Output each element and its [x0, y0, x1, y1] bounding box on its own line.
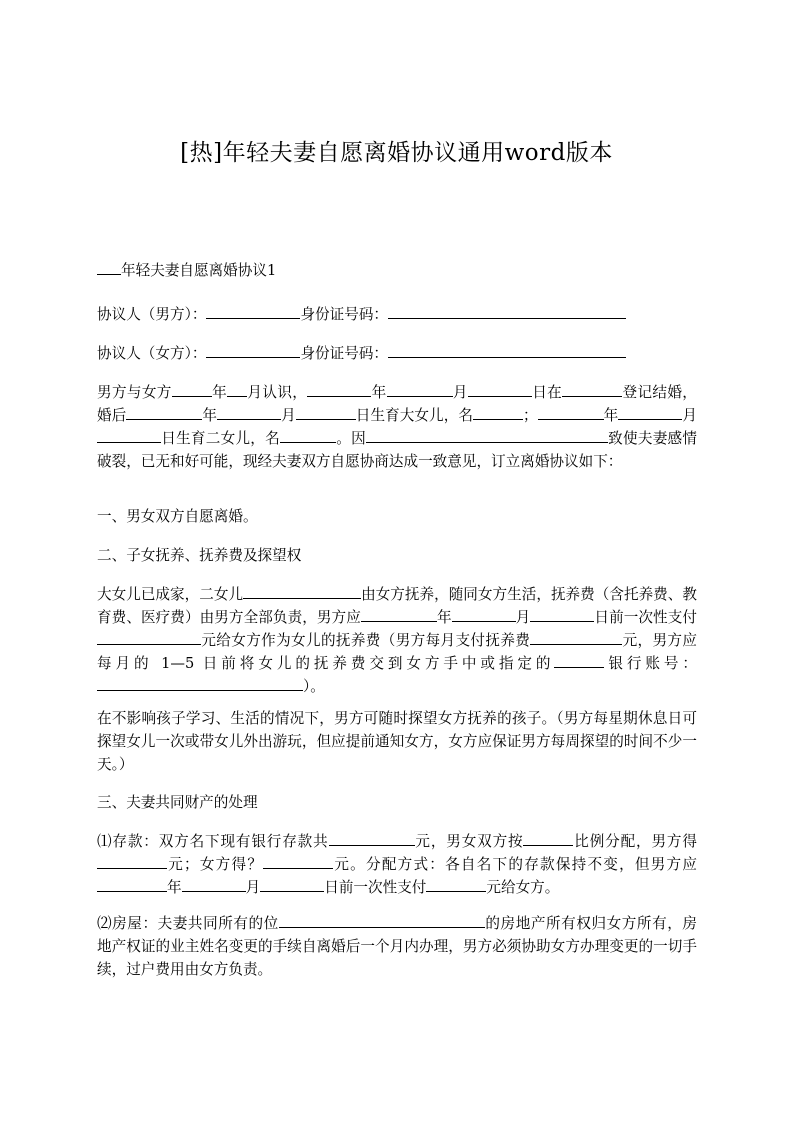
text: 银行账号：: [604, 655, 697, 672]
blank-field: [562, 395, 622, 397]
blank-field: [307, 395, 371, 397]
party-male-line: [97, 303, 697, 326]
document-title: [热]年轻夫妻自愿离婚协议通用word版本: [180, 140, 613, 166]
blank-field: [572, 441, 608, 443]
blank-field: [227, 395, 247, 397]
party-female-label: 协议人（女方）：: [97, 345, 207, 362]
visitation-paragraph: 在不影响孩子学习、生活的情况下，男方可随时探望女方抚养的孩子。（男方每星期休息日可探望女儿一次或带女儿外出游玩，但应提前通知女方，女方应保证男方每周探望的时间不少一天。）: [97, 710, 697, 773]
text: 结婚，婚后: [97, 384, 697, 424]
text: ⑴存款：双方名下现有银行存款共: [97, 833, 329, 850]
blank-field: [206, 356, 300, 358]
blank-field: [361, 620, 437, 622]
text: 日前一次性支付: [324, 879, 427, 896]
blank-field: [97, 867, 167, 869]
text: 的房地产所有权归女方所有，房地产权证的业主姓名变更的手续自离婚后一个月内办理，男方必须协助女方办理变更的一切手续，过户费用由女方负责。: [97, 915, 697, 978]
text: 年: [167, 879, 182, 896]
text: 大女儿已成家，二女儿: [97, 586, 244, 603]
text: 元；女方得？: [167, 856, 264, 873]
blank-field: [97, 441, 161, 443]
text: 。因: [335, 430, 366, 447]
child-support-paragraph: [97, 583, 697, 698]
text: 月: [515, 609, 531, 626]
text: 月: [245, 879, 261, 896]
blank-field: [97, 273, 121, 275]
text: 日在: [531, 384, 563, 401]
text: 年: [436, 609, 452, 626]
text: 元给女方作为女儿的抚养费（男方每月支付抚养费: [201, 632, 531, 649]
blank-field: [530, 620, 594, 622]
blank-field: [530, 643, 576, 645]
blank-field: [172, 395, 212, 397]
text: 元，男女双方按: [414, 833, 524, 850]
text: 月: [281, 407, 296, 424]
text: 月: [452, 384, 468, 401]
blank-field: [366, 441, 572, 443]
text: 登记: [622, 384, 653, 401]
agreement-heading: 年轻夫妻自愿离婚协议1: [121, 262, 277, 279]
blank-field: [523, 844, 573, 846]
text: 年: [211, 384, 228, 401]
section-2-heading: 二、子女抚养、抚养费及探望权: [97, 547, 302, 564]
id-number-label: 身份证号码：: [300, 306, 389, 323]
blank-field: [97, 643, 201, 645]
text: 男方与女方: [97, 384, 172, 401]
text: 元给女方。: [486, 879, 560, 896]
blank-field: [97, 890, 167, 892]
blank-field: [473, 418, 523, 420]
blank-field: [538, 418, 604, 420]
blank-field: [576, 643, 622, 645]
section-3-heading: 三、夫妻共同财产的处理: [97, 794, 258, 811]
blank-field: [182, 890, 246, 892]
blank-field: [554, 666, 604, 668]
blank-field: [280, 441, 336, 443]
text: 年: [603, 407, 619, 424]
blank-field: [260, 890, 324, 892]
id-number-label: 身份证号码：: [300, 345, 389, 362]
party-female-line: [97, 342, 697, 365]
blank-field: [243, 597, 361, 599]
text: 年: [371, 384, 387, 401]
blank-field: [217, 418, 281, 420]
text: 月: [682, 407, 697, 424]
text: 日前一次性支付: [594, 609, 697, 626]
blank-field: [388, 317, 626, 319]
blank-field: [387, 395, 453, 397]
blank-field: [426, 890, 486, 892]
blank-field: [329, 844, 415, 846]
blank-field: [296, 418, 356, 420]
blank-field: [97, 689, 303, 691]
agreement-heading-line: [97, 259, 697, 282]
blank-field: [279, 926, 485, 928]
text: 年: [202, 407, 218, 424]
blank-field: [263, 867, 333, 869]
house-paragraph: [97, 912, 697, 981]
blank-field: [618, 418, 682, 420]
section-1: 一、男女双方自愿离婚。: [97, 508, 258, 525]
blank-field: [388, 356, 626, 358]
text: ⑵房屋：夫妻共同所有的位: [97, 915, 279, 932]
blank-field: [452, 620, 516, 622]
party-male-label: 协议人（男方）：: [97, 306, 207, 323]
intro-paragraph: [97, 381, 697, 473]
text: 元，男方应每月的 1—5 日前将女儿的抚养费交到女方手中或指定的: [97, 632, 697, 672]
text: 元。分配方式：各自名下的存款保持不变，但男方应: [333, 856, 697, 873]
text: 比例分配，男方得: [573, 833, 697, 850]
text: 由女方抚养，随同女方生活，抚养费（含托养费、教育费、医疗费）由男方全部负责，男方应: [97, 586, 697, 626]
blank-field: [468, 395, 532, 397]
blank-field: [126, 418, 202, 420]
text: 致使夫妻感情破裂，已无和好可能，现经夫妻双方自愿协商达成一致意见，订立离婚协议如下：: [97, 430, 697, 470]
text: 日生育大女儿，名: [355, 407, 473, 424]
text: 日生育二女儿，名: [161, 430, 280, 447]
text: ；: [523, 407, 538, 424]
blank-field: [206, 317, 300, 319]
text: 月认识，: [247, 384, 308, 401]
text: ）。: [303, 678, 325, 695]
deposit-paragraph: [97, 830, 697, 899]
